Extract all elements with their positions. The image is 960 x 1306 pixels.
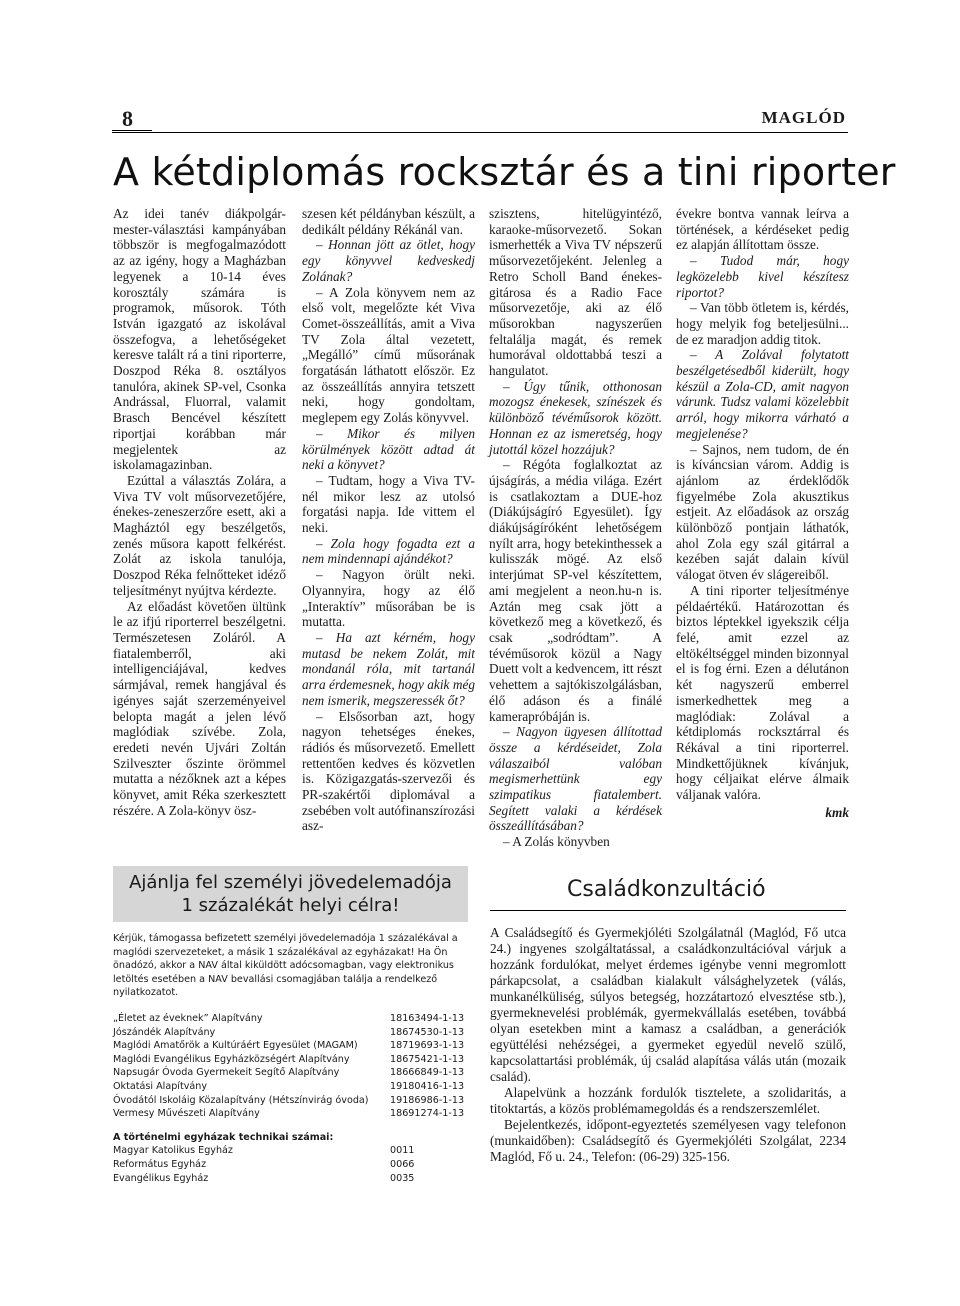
article-paragraph: évekre bontva vannak leírva a történések, a kérdéseket pedig ez alapján állítottam össze. (676, 206, 849, 253)
article-paragraph: – Nagyon ügyesen állítottad össze a kérdéseidet, Zola válaszaiból valóban megismerhettünk egy szimpatikus fiatalembert. Segített valaki a kérdések összeállításában? (489, 724, 662, 834)
organization-row (113, 1094, 468, 1108)
organization-name: Napsugár Óvoda Gyermekeit Segítő Alapítvány (113, 1067, 340, 1079)
article-column-1 (113, 206, 286, 818)
organization-tax-number: 18674530-1-13 (390, 1026, 465, 1038)
article-paragraph: – Tudod már, hogy legközelebb kivel készítesz riportot? (676, 253, 849, 300)
organization-row (113, 1107, 468, 1121)
article-paragraph: – A Zola könyvem nem az első volt, megelőzte két Viva Comet-összeállítás, amit a Viva TV Zola által vezetett, „Megálló” című műsorának forgatásán láthatott először. Ez az összeállítás annyira tetszett neki, hogy gondoltam, meglepem egy Zolás könyvvel. (302, 284, 475, 426)
page-number-rule (112, 130, 152, 131)
article-paragraph: – Tudtam, hogy a Viva TV-nél mikor lesz az utolsó forgatási napja. Ide vittem el neki. (302, 472, 475, 536)
organization-row (113, 1026, 468, 1040)
article-paragraph: A tini riporter teljesítménye példaértékű. Határozottan és biztos léptekkel igyekszik célja felé, amit ezzel az eltökéltséggel minden bizonnyal el is fog érni. Ezen a délutánon két nagyszerű emberrel ismerkedhettek meg a maglódiak: Zolával a kétdiplomás rocksztárral és Rékával a tini riporterrel. Mindkettőjüknek kívánjuk, hogy céljaikat elérve álmaik váljanak valóra. (676, 582, 849, 803)
article-paragraph: szisztens, hitelügyintéző, karaoke-műsorvezető. Sokan ismerhették a Viva TV népszerű műsorvezetőjeként. Jelenleg a Retro Scholl Band énekes-gitárosa és a Radio Face műsorvezetője, aki az élő műsorokban nagyszerűen feltalálja magát, és remek humorával oldottabbá teszi a hangulatot. (489, 206, 662, 379)
article-paragraph: – A Zolával folytatott beszélgetésedből kiderült, hogy készül a Zola-CD, amit nagyon várunk. Tudsz valami közelebbit arról, hogy mikorra várható a megjelenése? (676, 347, 849, 441)
organization-name: Oktatási Alapítvány (113, 1080, 208, 1092)
church-list (113, 1144, 473, 1185)
organization-tax-number: 19180416-1-13 (390, 1080, 465, 1092)
article-column-2 (302, 206, 475, 834)
organization-row (113, 1053, 468, 1067)
organization-tax-number: 18666849-1-13 (390, 1067, 465, 1079)
church-name: Evangélikus Egyház (113, 1172, 209, 1184)
tax-ad-intro: Kérjük, támogassa befizetett személyi jövedelemadója 1 százalékával a maglódi szervezeteket, a másik 1 százalékával az egyházakat! Ha Ön önadózó, akkor a NAV által kiküldött adócsomagban, vagy elektronikus letöltés esetében a NAV bevallási csomagjában találja a rendelkező nyilatkozatot. (113, 933, 458, 999)
article-paragraph: – Van több ötletem is, kérdés, hogy melyik fog beteljesülni... de ez maradjon addig titok. (676, 300, 849, 347)
organization-name: „Életet az éveknek” Alapítvány (113, 1012, 263, 1024)
article-paragraph: Az előadást követően ültünk le az ifjú riporterrel beszélgetni. Természetesen Zoláról. A fiatalemberről, aki intelligenciájával, kedves sármjával, remek hangjával és igényes saját szerzeményeivel belopta magát a jelen lévő maglódiak szívébe. Zola, eredeti nevén Ujvári Zoltán Szilveszter őszinte örömmel mutatta a nézőknek azt a képes könyvet, amit Réka szerkesztett részére. A Zola-könyv ösz- (113, 598, 286, 818)
church-name: Református Egyház (113, 1158, 207, 1170)
organization-tax-number: 19186986-1-13 (390, 1094, 465, 1106)
organization-row (113, 1039, 468, 1053)
churches-heading: A történelmi egyházak technikai számai: (113, 1131, 334, 1143)
article-paragraph: – Honnan jött az ötlet, hogy egy könyvvel kedveskedj Zolának? (302, 237, 475, 284)
article-paragraph: – Zola hogy fogadta ezt a nem mindennapi ajándékot? (302, 535, 475, 567)
article-paragraph: – Ha azt kérném, hogy mutasd be nekem Zolát, mit mondanál róla, mit tartanál arra érdemesnek, hogy akik még nem ismerik, megszeressék őt? (302, 629, 475, 708)
organization-row (113, 1080, 468, 1094)
family-paragraph: Bejelentkezés, időpont-egyeztetés személyesen vagy telefonon (munkaidőben): Családsegítő és Gyermekjóléti Szolgálat, 2234 Maglód, Fő u. 24., Telefon: (06-29) 325-156. (490, 1117, 846, 1164)
article-paragraph: – A Zolás könyvben (503, 834, 610, 850)
family-title-rule (490, 910, 846, 911)
article-title: A kétdiplomás rocksztár és a tini riporter (113, 150, 896, 194)
organization-list (113, 1012, 473, 1121)
tax-ad-body (113, 932, 473, 1185)
organization-tax-number: 18691274-1-13 (390, 1108, 465, 1120)
article-paragraph: – Úgy tűnik, otthonosan mozogsz énekesek, színészek és különböző tévéműsorok között. Honnan ez az ismeretség, hogy jutottál közel hozzájuk? (489, 378, 662, 457)
article-paragraph: Az idei tanév diákpolgár-mester-választási kampányában többször is megfogalmazódott az az igény, hogy a Magházban legyenek a 10-14 éves korosztály számára is programok, műsorok. Tóth István igazgató az iskolával összefogva, a lehetőségeket keresve talált rá a tini riporterre, Doszpod Réka 8. osztályos tanulóra, akinek SP-vel, Csonka Andrással, Fluorral, valamit Brasch Bencével készített riportjai korábban már megjelentek az iskolamagazinban. (113, 206, 286, 473)
church-row (113, 1144, 468, 1158)
organization-tax-number: 18163494-1-13 (390, 1012, 465, 1024)
article-paragraph: – Elsősorban azt, hogy nagyon tehetséges énekes, rádiós és műsorvezető. Emellett rettentően kedves és közvetlen is. Közigazgatás-szervezői és PR-szakértői diplomával a zsebében volt autófinanszírozási asz- (302, 708, 475, 834)
church-tax-number: 0011 (390, 1145, 415, 1157)
organization-row (113, 1012, 468, 1026)
family-section-text (490, 925, 846, 1165)
article-paragraph: Ezúttal a választás Zolára, a Viva TV volt műsorvezetőjére, énekes-zeneszerzőre esett, aki a Magháztól egy beszélgetős, zenés műsora kapott felkérést. Zolát az iskola tanulója, Doszpod Réka felnőtteket idéző teljesítményt nyújtva kérdezte. (113, 472, 286, 598)
author-signature: kmk (825, 804, 849, 820)
organization-name: Maglódi Amatőrök a Kultúráért Egyesület (MAGAM) (113, 1040, 358, 1052)
organization-name: Vermesy Művészeti Alapítvány (113, 1108, 260, 1120)
page-header (112, 104, 848, 133)
organization-tax-number: 18719693-1-13 (390, 1040, 465, 1052)
family-paragraph: A Családsegítő és Gyermekjóléti Szolgálatnál (Maglód, Fő utca 24.) ingyenes szolgáltatással, a családkonzultációval várjuk a hozzánk fordulókat, melyet érdemes igénybe venni megromlott párkapcsolat, a családban kialakult válsághelyzetek (válás, munkanélküliség, súlyos betegség, hozzátartozó elvesztése stb.), gyermeknevelési problémák, gyermekvállalás esetében, továbbá olyan esetekben mint a kamasz a családban, a generációk együttélési nehézségei, a gyermeket egyedül nevelő szülő, kapcsolattartási problémák, új család alapítása válás után (mozaik család). (490, 925, 846, 1084)
page-number: 8 (122, 106, 133, 131)
article-paragraph: – Sajnos, nem tudom, de én is kíváncsian várom. Addig is ajánlom az érdeklődők figyelmébe Zola akusztikus estjeit. Az előadások az ország különböző pontjain láthatók, ahol Zola egy szál gitárral a kezében saját dalain kívül válogat ötven év slágereiből. (676, 441, 849, 583)
church-name: Magyar Katolikus Egyház (113, 1145, 233, 1157)
tax-ad-title-line2: 1 százalékát helyi célra! (181, 895, 400, 916)
article-paragraph: – Mikor és milyen körülmények között adtad át neki a könyvet? (302, 425, 475, 473)
article-paragraph: szesen két példányban készült, a dedikált példány Rékánál van. (302, 206, 475, 237)
family-section-title: Családkonzultáció (567, 877, 766, 902)
organization-tax-number: 18675421-1-13 (390, 1053, 465, 1065)
organization-name: Maglódi Evangélikus Egyházközségért Alapítvány (113, 1053, 350, 1065)
section-name: MAGLÓD (761, 108, 846, 127)
organization-name: Óvodától Iskoláig Közalapítvány (Hétszínvirág óvoda) (113, 1094, 369, 1106)
article-paragraph: – Nagyon örült neki. Olyannyira, hogy az élő „Interaktív” műsorában be is mutatta. (302, 567, 475, 630)
article-column-3 (489, 206, 662, 850)
church-row (113, 1172, 468, 1186)
organization-row (113, 1066, 468, 1080)
article-column-4 (676, 206, 849, 820)
organization-name: Jószándék Alapítvány (113, 1026, 216, 1038)
church-tax-number: 0035 (390, 1172, 415, 1184)
family-paragraph: Alapelvünk a hozzánk fordulók tisztelete, a szolidaritás, a titoktartás, a közös problémamegoldás és a rendszerszemlélet. (490, 1085, 846, 1116)
tax-ad-title-box (113, 866, 468, 922)
church-row (113, 1158, 468, 1172)
article-paragraph: – Régóta foglalkoztat az újságírás, a média világa. Ezért is csatlakoztam a DUE-hoz (Diákújságíró Egyesület). Így diákújságíróként lehetőségem nyílt arra, hogy betekinthessek a kulisszák mögé. Az első interjúmat SP-vel készítettem, ami megjelent a neon.hu-n is. Aztán meg csak jött a következő meg a következő, és csak „sodródtam”. A tévéműsorok közül a Nagy Duett volt a kedvencem, itt részt vehettem a sajtókiszolgálásban, élő adáson és a finálé kamerapróbáján is. (489, 457, 662, 724)
church-tax-number: 0066 (390, 1158, 415, 1170)
tax-ad-title-line1: Ajánlja fel személyi jövedelemadója (129, 872, 452, 893)
